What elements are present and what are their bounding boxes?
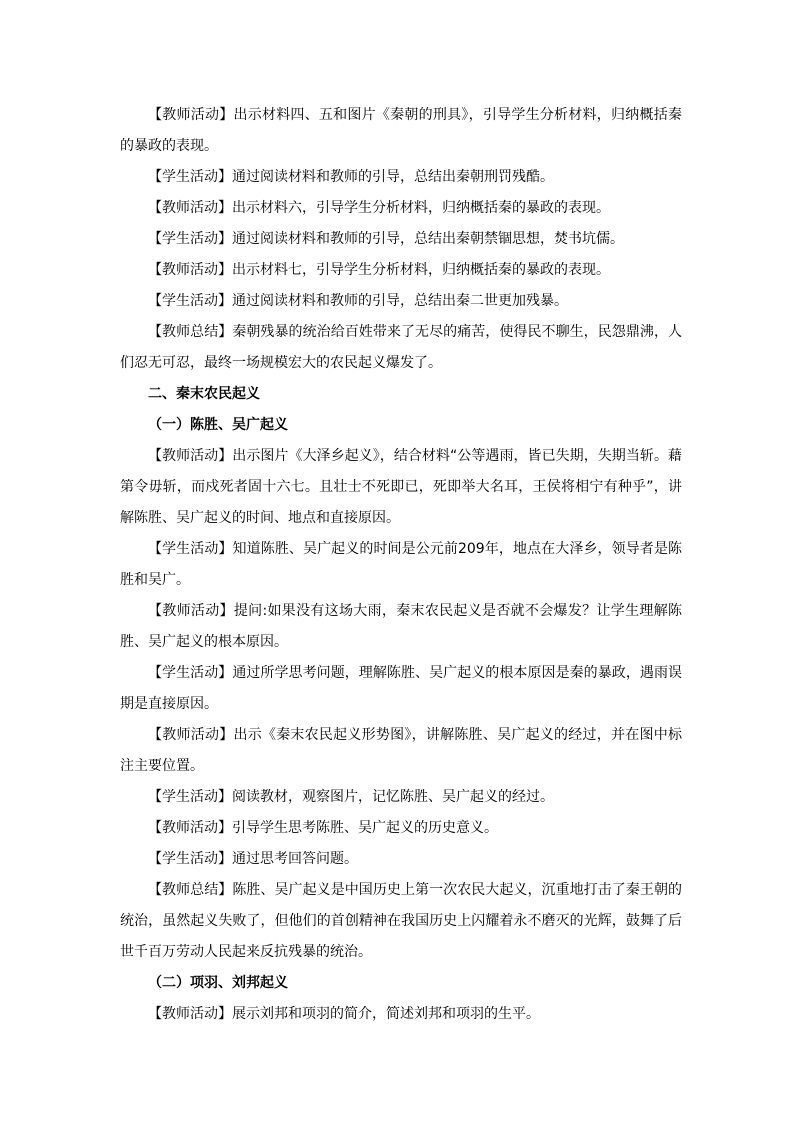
paragraph-student-activity-root-cause: 【学生活动】通过所学思考问题，理解陈胜、吴广起义的根本原因是秦的暴政，遇雨误期是直接原因。 (120, 665, 682, 712)
section-heading-peasant-uprising: 二、秦末农民起义 (148, 386, 260, 402)
paragraph-teacher-activity-material-6: 【教师活动】出示材料六，引导学生分析材料，归纳概括秦的暴政的表现。 (148, 200, 610, 216)
paragraph-teacher-activity-material-7: 【教师活动】出示材料七，引导学生分析材料，归纳概括秦的暴政的表现。 (148, 262, 610, 278)
document-body (120, 100, 682, 1030)
paragraph-student-activity-course: 【学生活动】阅读教材，观察图片，记忆陈胜、吴广起义的经过。 (148, 789, 554, 805)
paragraph-student-activity-time-place: 【学生活动】知道陈胜、吴广起义的时间是公元前209年，地点在大泽乡，领导者是陈胜和吴广。 (120, 541, 682, 588)
paragraph-teacher-summary-significance: 【教师总结】陈胜、吴广起义是中国历史上第一次农民大起义，沉重地打击了秦王朝的统治，虽然起义失败了，但他们的首创精神在我国历史上闪耀着永不磨灭的光辉，鼓舞了后世千百万劳动人民起来反抗残暴的统治。 (120, 882, 682, 960)
paragraph-teacher-activity-materials-4-5: 【教师活动】出示材料四、五和图片《秦朝的刑具》，引导学生分析材料，归纳概括秦的暴政的表现。 (120, 107, 682, 154)
paragraph-student-activity-book-burning: 【学生活动】通过阅读材料和教师的引导，总结出秦朝禁锢思想，焚书坑儒。 (148, 231, 624, 247)
paragraph-teacher-activity-dazexiang: 【教师活动】出示图片《大泽乡起义》，结合材料“公等遇雨，皆已失期，失期当斩。藉第令毋斩，而戍死者固十六七。且壮士不死即已，死即举大名耳，王侯将相宁有种乎”，讲解陈胜、吴广起义的时间、地点和直接原因。 (120, 448, 682, 526)
paragraph-teacher-activity-significance: 【教师活动】引导学生思考陈胜、吴广起义的历史意义。 (148, 820, 498, 836)
subsection-heading-xiang-liu: （二）项羽、刘邦起义 (148, 975, 288, 991)
paragraph-student-activity-second-emperor: 【学生活动】通过阅读材料和教师的引导，总结出秦二世更加残暴。 (148, 293, 568, 309)
subsection-heading-chen-wu: （一）陈胜、吴广起义 (148, 417, 288, 433)
paragraph-teacher-activity-map: 【教师活动】出示《秦末农民起义形势图》，讲解陈胜、吴广起义的经过，并在图中标注主要位置。 (120, 727, 682, 774)
paragraph-teacher-summary-tyranny: 【教师总结】秦朝残暴的统治给百姓带来了无尽的痛苦，使得民不聊生，民怨鼎沸，人们忍无可忍，最终一场规模宏大的农民起义爆发了。 (120, 324, 682, 371)
paragraph-student-activity-punishment: 【学生活动】通过阅读材料和教师的引导，总结出秦朝刑罚残酷。 (148, 169, 554, 185)
paragraph-teacher-activity-xiang-liu: 【教师活动】展示刘邦和项羽的简介，简述刘邦和项羽的生平。 (148, 1006, 540, 1022)
paragraph-teacher-activity-question: 【教师活动】提问:如果没有这场大雨，秦末农民起义是否就不会爆发？让学生理解陈胜、吴广起义的根本原因。 (120, 603, 682, 650)
paragraph-student-activity-answer: 【学生活动】通过思考回答问题。 (148, 851, 358, 867)
